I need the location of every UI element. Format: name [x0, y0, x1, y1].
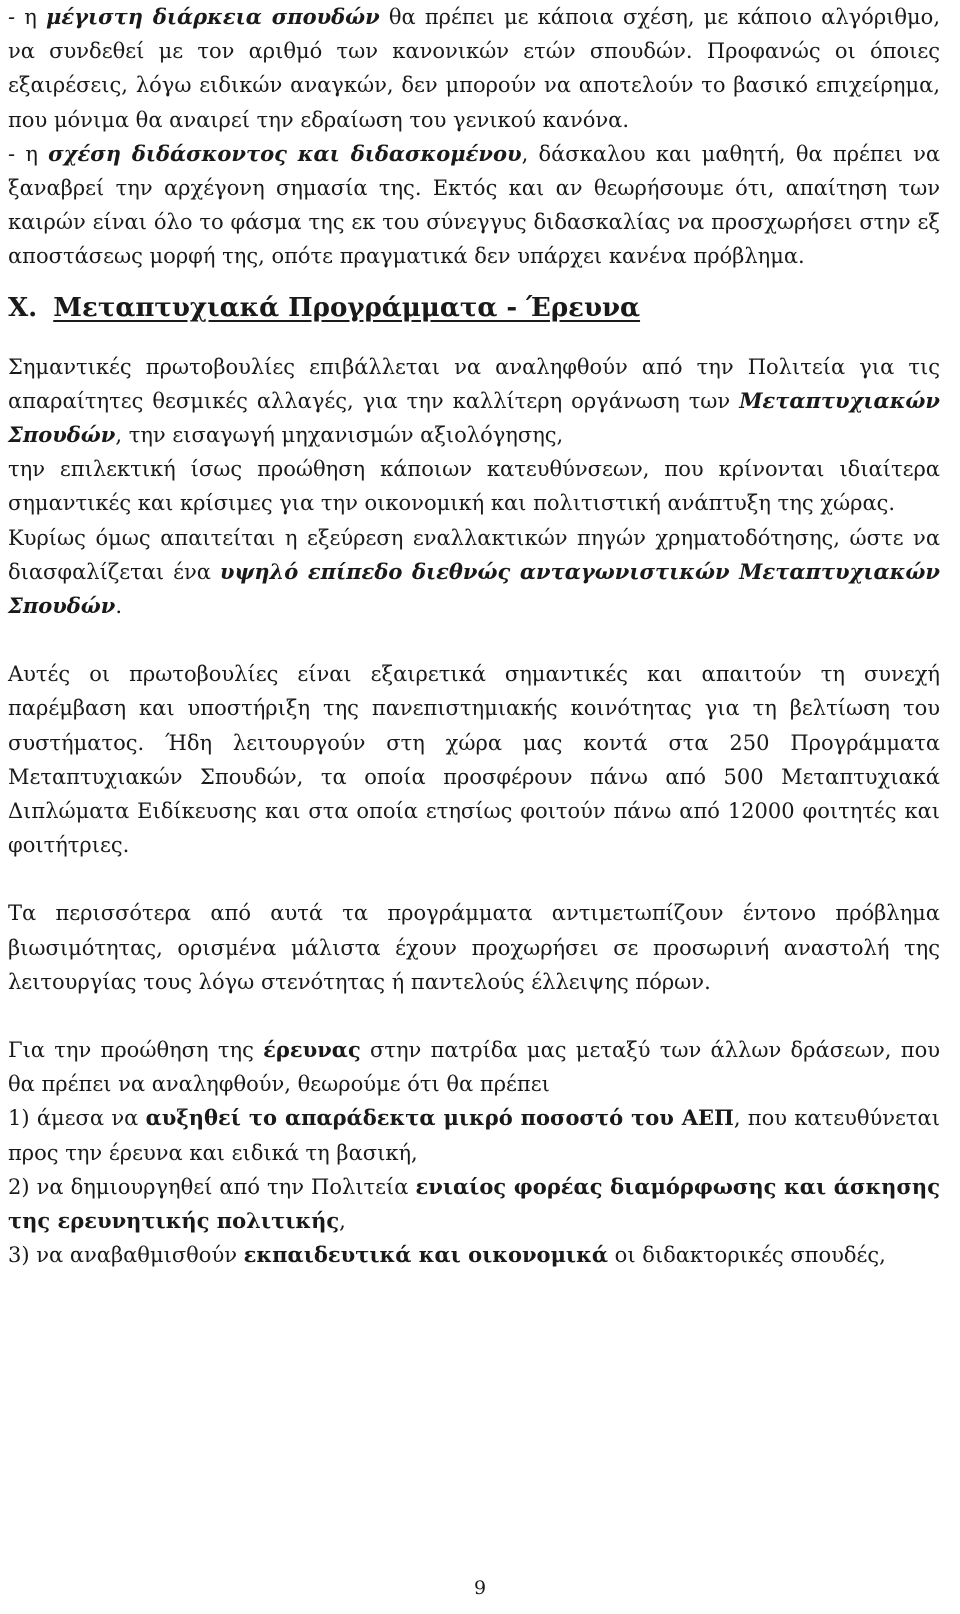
list-item-2 — [8, 1170, 940, 1238]
page-number: 9 — [473, 1577, 487, 1599]
bullet-dash: - η — [8, 5, 46, 29]
list-item-text: , — [339, 1209, 346, 1234]
list-item-text: , που κατευθύνεται προς την έρευνα και ειδικά τη βασική, — [8, 1106, 940, 1165]
list-item-text: οι διδακτορικές σπουδές, — [608, 1243, 886, 1268]
bullet-dash: - η — [8, 141, 49, 166]
paragraph-initiatives-cont — [8, 452, 940, 520]
list-item-text: 3) να αναβαθμισθούν — [8, 1243, 244, 1268]
paragraph-programs: Αυτές οι πρωτοβουλίες είναι εξαιρετικά σημαντικές και απαιτούν τη συνεχή παρέμβαση και υποστήριξη της πανεπιστημιακής κοινότητας για τη βελτίωση του συστήματος. Ήδη λειτουργούν στη χώρα μας κοντά στα 250 Προγράμματα Μεταπτυχιακών Σπουδών, τα οποία προσφέρουν πάνω από 500 Μεταπτυχιακά Διπλώματα Ειδίκευσης και στα οποία ετησίως φοιτούν πάνω από 12000 φοιτητές και φοιτήτριες. — [8, 662, 940, 858]
section-number: Χ. — [8, 292, 38, 323]
paragraph-funding — [8, 521, 940, 624]
bold-text: ενιαίος φορέας διαμόρφωσης και άσκησης της ερευνητικής πολιτικής — [8, 1173, 940, 1234]
paragraph-research — [8, 1033, 940, 1101]
list-item-text: 1) άμεσα να — [8, 1106, 146, 1131]
body-text: στην πατρίδα μας μεταξύ των άλλων δράσεων, που θα πρέπει να αναληφθούν, θεωρούμε ότι θα πρέπει — [8, 1038, 940, 1097]
paragraph-viability: Τα περισσότερα από αυτά τα προγράμματα αντιμετωπίζουν έντονο πρόβλημα βιωσιμότητας, ορισμένα μάλιστα έχουν προχωρήσει σε προσωρινή αναστολή της λειτουργίας τους λόγω στενότητας ή παντελούς έλλειψης πόρων. — [8, 901, 940, 994]
list-item-text: 2) να δημιουργηθεί από την Πολιτεία — [8, 1174, 416, 1199]
paragraph-spacer — [8, 999, 940, 1033]
section-heading — [8, 288, 940, 328]
body-text: . — [115, 594, 123, 619]
list-item-3 — [8, 1238, 940, 1272]
emphasis-text: σχέση διδάσκοντος και διδασκομένου — [48, 140, 522, 166]
body-text: Σημαντικές πρωτοβουλίες επιβάλλεται να αναληφθούν από την Πολιτεία για τις απαραίτητες θεσμικές αλλαγές, για την καλλίτερη οργάνωση των — [8, 354, 940, 413]
emphasis-text: μέγιστη διάρκεια σπουδών — [46, 4, 380, 29]
bullet-max-duration — [8, 0, 940, 137]
paragraph-spacer — [8, 623, 940, 657]
body-text: θα πρέπει με κάποια σχέση, με κάποιο αλγόριθμο, να συνδεθεί με τον αριθμό των κανονικών ετών σπουδών. Προφανώς οι όποιες εξαιρέσεις, λόγω ειδικών αναγκών, δεν μπορούν να αποτελούν το βασικό επιχείρημα, που μόνιμα θα αναιρεί την εδραίωση του γενικού κανόνα. — [8, 5, 941, 132]
emphasis-text: υψηλό επίπεδο διεθνώς ανταγωνιστικών Μεταπτυχιακών Σπουδών — [8, 558, 940, 619]
paragraph-spacer — [8, 862, 940, 896]
body-text: την επιλεκτική ίσως προώθηση κάποιων κατευθύνσεων, που κρίνονται ιδιαίτερα σημαντικές και κρίσιμες για την οικονομική και πολιτιστική ανάπτυξη της χώρας. — [8, 457, 940, 516]
body-text: , δάσκαλου και μαθητή, θα πρέπει να ξαναβρεί την αρχέγονη σημασία της. Εκτός και αν θεωρήσουμε ότι, απαίτηση των καιρών είναι όλο το φάσμα της εκ του σύνεγγυς διδασκαλίας να προσχωρήσει στην εξ αποστάσεως μορφή της, οπότε πραγματικά δεν υπάρχει κανένα πρόβλημα. — [8, 141, 941, 269]
emphasis-text: Μεταπτυχιακών Σπουδών — [8, 387, 940, 448]
body-text: , την εισαγωγή μηχανισμών αξιολόγησης, — [115, 423, 564, 448]
section-title: Μεταπτυχιακά Προγράμματα - Έρευνα — [53, 292, 641, 323]
bold-text: εκπαιδευτικά και οικονομικά — [243, 1242, 608, 1268]
bullet-teacher-student — [8, 137, 940, 274]
body-text: Για την προώθηση της — [8, 1038, 264, 1063]
body-text: Κυρίως όμως απαιτείται η εξεύρεση εναλλακτικών πηγών χρηματοδότησης, ώστε να διασφαλίζεται ένα — [8, 525, 940, 584]
bold-text: αυξηθεί το απαράδεκτα μικρό ποσοστό του ΑΕΠ — [145, 1105, 734, 1131]
paragraph-initiatives — [8, 350, 940, 453]
bold-text: έρευνας — [263, 1037, 361, 1063]
document-page — [8, 0, 940, 1273]
list-item-1 — [8, 1101, 940, 1169]
